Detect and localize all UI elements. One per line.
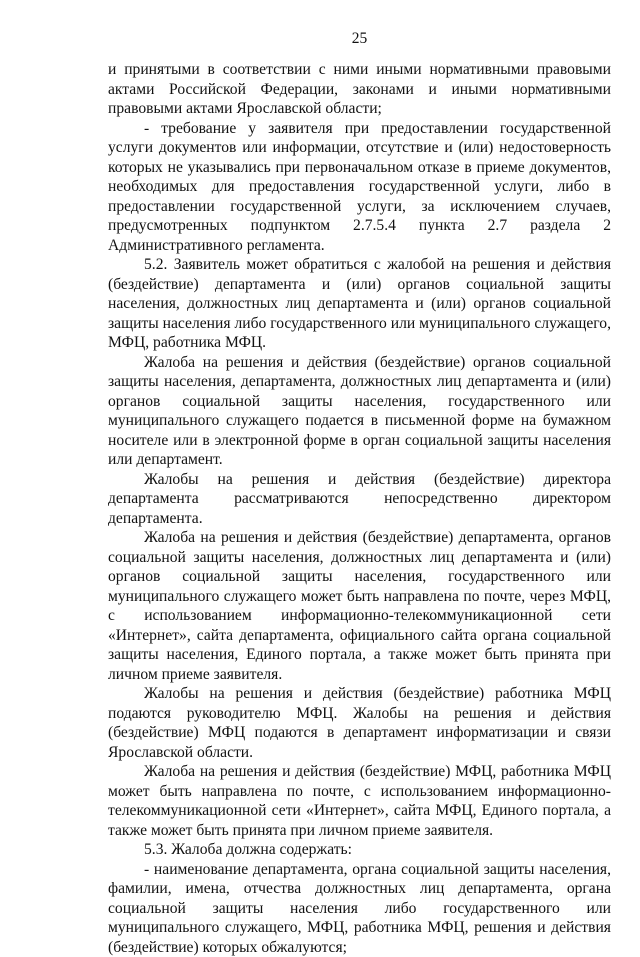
paragraph-5-2: 5.2. Заявитель может обратиться с жалобой на решения и действия (бездействие) департамента и (или) органов социальной защиты населения, должностных лиц департамента и (или) органов социальной защиты населения либо государственного или муниципального служащего, МФЦ, работника МФЦ. <box>108 255 611 353</box>
paragraph-document-requirement: - требование у заявителя при предоставлении государственной услуги документов или информации, отсутствие и (или) недостоверность которых не указывались при первоначальном отказе в приеме документов, необходимых для предоставления государственной услуги, либо в предоставлении государственной услуги, за исключением случаев, предусмотренных подпунктом 2.7.5.4 пункта 2.7 раздела 2 Административного регламента. <box>108 119 611 256</box>
paragraph-complaint-content-item: - наименование департамента, органа социальной защиты населения, фамилии, имена, отчества должностных лиц департамента, органа социальной защиты населения либо государственного или муниципального служащего, МФЦ, работника МФЦ, решения и действия (бездействие) которых обжалуются; <box>108 860 611 957</box>
paragraph-5-3: 5.3. Жалоба должна содержать: <box>108 840 611 860</box>
paragraph-mfc-complaints: Жалобы на решения и действия (бездействие) работника МФЦ подаются руководителю МФЦ. Жалобы на решения и действия (бездействие) МФЦ подаются в департамент информатизации и связи Ярославской области. <box>108 684 611 762</box>
paragraph-complaint-channels: Жалоба на решения и действия (бездействие) департамента, органов социальной защиты населения, должностных лиц департамента и (или) органов социальной защиты населения, государственного или муниципального служащего может быть направлена по почте, через МФЦ, с использованием информационно-телекоммуникационной сети «Интернет», сайта департамента, официального сайта органа социальной защиты населения, Единого портала, а также может быть принята при личном приеме заявителя. <box>108 528 611 684</box>
page-number: 25 <box>108 30 611 48</box>
document-page <box>108 30 611 957</box>
paragraph-complaint-submission-form: Жалоба на решения и действия (бездействие) органов социальной защиты населения, департамента, должностных лиц департамента и (или) органов социальной защиты населения, государственного или муниципального служащего подается в письменной форме на бумажном носителе или в электронной форме в орган социальной защиты населения или департамент. <box>108 353 611 470</box>
paragraph-legal-acts-tail: и принятыми в соответствии с ними иными нормативными правовыми актами Российской Федерации, законами и иными нормативными правовыми актами Ярославской области; <box>108 60 611 119</box>
paragraph-mfc-complaint-channels: Жалоба на решения и действия (бездействие) МФЦ, работника МФЦ может быть направлена по почте, с использованием информационно-телекоммуникационной сети «Интернет», сайта МФЦ, Единого портала, а также может быть принята при личном приеме заявителя. <box>108 762 611 840</box>
paragraph-director-complaints: Жалобы на решения и действия (бездействие) директора департамента рассматриваются непосредственно директором департамента. <box>108 470 611 529</box>
